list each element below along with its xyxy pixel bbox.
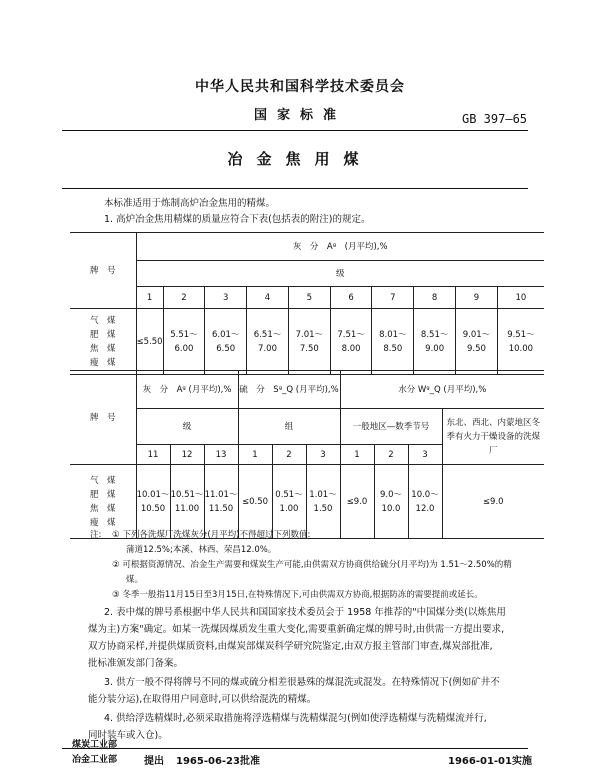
standard-code: GB 397—65 [462,112,528,126]
ash-value: 11.01～ 11.50 [204,465,238,539]
moisture-special-header: 东北、西北、内蒙地区冬季有火力干燥设备的洗煤厂 [442,409,544,465]
level-number: 9 [456,287,498,309]
moisture-value: 9.0～ 10.0 [374,465,408,539]
coal-type: 焦 煤 [89,343,116,354]
ash-level-number: 11 [136,445,170,465]
ash-value: 8.51～ 9.00 [414,309,456,375]
clause-2: 2. 表中煤的牌号系根据中华人民共和国国家技术委员会于 1958 年推荐的"中国煤分类(以炼焦用 [104,607,506,618]
sulfur-value: ≤0.50 [238,465,272,539]
quality-table-2 [70,370,544,539]
sulfur-value: 1.01～ 1.50 [306,465,340,539]
moisture-special-value: ≤9.0 [442,465,544,539]
proposed-label: 提出 [144,756,164,767]
ministry-metallurgy: 冶金工业部 [72,755,118,765]
standard-type: 国家标准 [253,108,346,123]
ash-value: 8.01～ 8.50 [372,309,414,375]
level-number: 7 [372,287,414,309]
coal-type: 肥 煤 [89,489,116,500]
note-1-values: 蒲道12.5%;本溪、林西、荣昌12.0%。 [126,545,277,555]
clause-4: 4. 供给浮选精煤时,必须采取措施将浮选精煤与洗精煤混匀(例如使浮选精煤与洗精煤流并行, [104,713,487,724]
sulfur-group-header: 组 [238,409,340,445]
note-2: ② 可根据资源情况、冶金生产需要和煤炭生产可能,由供需双方协商供给硫分(月平均)为 1.51～2.50%的精 [112,560,512,570]
ash-value: 6.51～ 7.00 [247,309,289,375]
ash-header: 灰 分 Aᵍ (月平均),% [136,371,238,409]
moisture-number: 2 [374,445,408,465]
coal-type: 瘦 煤 [89,517,116,528]
clause-2-line2: 煤为主)方案"确定。如某一洗煤因煤质发生重大变化,需要重新确定煤的牌号时,由供需一方提出要求, [88,624,505,635]
clause-4-line2: 同时装车或入仓)。 [88,730,168,741]
footer-rule [62,748,528,749]
ash-value: ≤5.50 [136,309,163,375]
level-number: 5 [288,287,330,309]
coal-type: 瘦 煤 [89,357,116,368]
header-rule [62,130,528,131]
level-number: 8 [414,287,456,309]
ash-value: 7.01～ 7.50 [288,309,330,375]
note-1: ① 下列各洗煤厂洗煤灰分(月平均)不得超过下列数值: [112,530,311,540]
moisture-general-header: 一般地区—数季节号 [340,409,442,445]
ash-value: 7.51～ 8.00 [330,309,372,375]
level-number: 2 [163,287,205,309]
grade-column-header: 牌 号 [70,371,136,465]
coal-type-list [70,465,136,539]
level-header: 级 [136,261,544,287]
clause-2-line4: 批标准颁发部门备案。 [88,658,184,669]
ash-value: 10.01～ 10.50 [136,465,170,539]
level-number: 3 [205,287,247,309]
clause-3: 3. 供方一般不得将牌号不同的煤或硫分相差很悬殊的煤混洗或混发。在特殊情况下(例如矿井不 [104,677,500,688]
moisture-number: 3 [408,445,442,465]
ash-value: 6.01～ 6.50 [205,309,247,375]
note-2-cont: 煤。 [126,575,144,585]
moisture-value: 10.0～ 12.0 [408,465,442,539]
notes-label: 注: [90,530,102,540]
coal-type-list [70,309,136,375]
ash-level-header: 级 [136,409,238,445]
clause-2-line3: 双方协商采样,并提供煤质资料,由煤炭部煤炭科学研究院鉴定,由双方报主管部门审查,煤炭部批准, [88,641,493,652]
clause-3-line2: 能分装分运),在取得用户同意时,可以供给混洗的精煤。 [88,694,317,705]
sulfur-group-number: 2 [272,445,306,465]
clause-1: 1. 高炉冶金焦用精煤的质量应符合下表(包括表的附注)的规定。 [104,214,371,225]
coal-type: 焦 煤 [89,503,116,514]
ministry-coal: 煤炭工业部 [72,740,118,750]
sulfur-group-number: 1 [238,445,272,465]
scope-statement: 本标准适用于炼制高炉冶金焦用的精煤。 [104,198,276,209]
ash-level-number: 12 [170,445,204,465]
ash-value: 5.51～ 6.00 [163,309,205,375]
moisture-value: ≤9.0 [340,465,374,539]
effective-date: 1966-01-01实施 [448,756,532,767]
title-rule [62,188,528,189]
sulfur-group-number: 3 [306,445,340,465]
sulfur-header: 硫 分 Sᵍ_Q (月平均),% [238,371,340,409]
coal-type: 气 煤 [89,475,116,486]
moisture-number: 1 [340,445,374,465]
issuing-organization: 中华人民共和国科学技术委员会 [195,79,405,95]
ash-value: 9.01～ 9.50 [456,309,498,375]
note-3: ③ 冬季一般指11月15日至3月15日,在特殊情况下,可由供需双方协商,根据防冻的需要提前或延长。 [112,590,483,600]
sulfur-value: 0.51～ 1.00 [272,465,306,539]
level-number: 6 [330,287,372,309]
moisture-header: 水分 Wᵍ_Q (月平均),% [340,371,544,409]
coal-type: 气 煤 [89,315,116,326]
coal-type: 肥 煤 [89,329,116,340]
grade-column-header: 牌 号 [70,233,136,309]
quality-table-1 [70,232,544,375]
ash-value: 9.51～ 10.00 [497,309,544,375]
document-title: 冶金焦用煤 [227,150,373,168]
level-number: 1 [136,287,163,309]
level-number: 4 [247,287,289,309]
ash-level-number: 13 [204,445,238,465]
ash-value: 10.51～ 11.00 [170,465,204,539]
ash-header: 灰 分 Aᵍ (月平均),% [136,233,544,261]
level-number: 10 [497,287,544,309]
approval-date: 1965-06-23批准 [176,756,260,767]
